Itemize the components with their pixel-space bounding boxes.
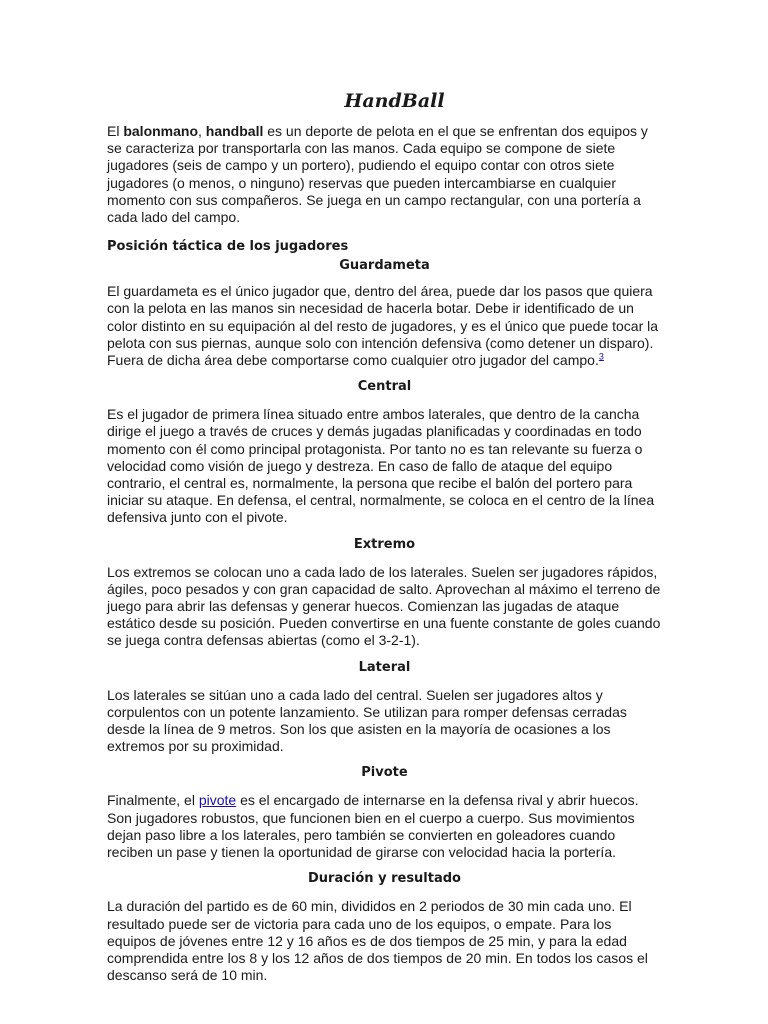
intro-text-3: es un deporte de pelota en el que se enfrentan dos equipos y se caracteriza por transportarla con las manos. Cada equipo se compone de siete jugadores (seis de campo y un portero), pudiendo el equipo contar con otros siete jugadores (o menos, o ninguno) reservas que pueden intercambiarse en cualquier momento con sus compañeros. Se juega en un campo rectangular, con una portería a cada lado del campo. [107, 123, 648, 226]
footnote-link[interactable]: 3 [598, 351, 604, 362]
pivote-paragraph [107, 792, 662, 861]
duracion-heading: Duración y resultado [307, 871, 461, 887]
guardameta-heading: Guardameta [339, 258, 430, 274]
section-guardameta [107, 257, 662, 369]
intro-text-1: El [107, 123, 124, 139]
document-body [107, 90, 662, 993]
positions-section-title: Posición táctica de los jugadores [107, 239, 349, 255]
central-heading: Central [357, 379, 412, 395]
pivote-heading: Pivote [361, 765, 408, 781]
page-title: HandBall [344, 90, 445, 112]
section-pivote [107, 764, 662, 861]
intro-bold-handball: handball [205, 123, 264, 139]
intro-bold-balonmano: balonmano [123, 123, 199, 139]
extremo-paragraph: Los extremos se colocan uno a cada lado de los laterales. Suelen ser jugadores rápidos, ágiles, poco pesados y con gran capacidad de salto. Aprovechan al máximo el terreno de juego para abrir las defensas y generar huecos. Comienzan las jugadas de ataque estático desde su posición. Pueden convertirse en una fuente constante de goles cuando se juega contra defensas abiertas (como el 3-2-1). [107, 563, 661, 649]
intro-paragraph [107, 123, 662, 226]
section-duracion [107, 870, 662, 984]
pivote-text-1: Finalmente, el [107, 792, 199, 809]
intro-text-2: , [198, 123, 206, 139]
lateral-paragraph: Los laterales se sitúan uno a cada lado del central. Suelen ser jugadores altos y corpulentos con un potente lanzamiento. Se utilizan para romper defensas cerradas desde la línea de 9 metros. Son los que asisten en la mayoría de ocasiones a los extremos por su proximidad. [107, 686, 627, 755]
footnote-ref [599, 351, 604, 361]
extremo-heading: Extremo [353, 536, 416, 552]
section-lateral [107, 659, 662, 756]
section-extremo [107, 536, 662, 650]
guardameta-text: El guardameta es el único jugador que, dentro del área, puede dar los pasos que quiera con la pelota en las manos sin necesidad de hacerla botar. Debe ir identificado de un color distinto en su equipación al del resto de jugadores, y es el único que puede tocar la pelota con sus piernas, aunque solo con intención defensiva (como detener un disparo). Fuera de dicha área debe comportarse como cualquier otro jugador del campo. [107, 283, 659, 369]
pivote-link[interactable]: pivote [198, 792, 237, 809]
section-central [107, 378, 662, 526]
central-paragraph: Es el jugador de primera línea situado entre ambos laterales, que dentro de la cancha dirige el juego a través de cruces y demás jugadas planificadas y coordinadas en todo momento con él como principal protagonista. Por tanto no es tan relevante su fuerza o velocidad como visión de juego y destreza. En caso de fallo de ataque del equipo contrario, el central es, normalmente, la persona que recibe el balón del portero para iniciar su ataque. En defensa, el central, normalmente, se coloca en el centro de la línea defensiva junto con el pivote. [107, 406, 655, 526]
pivote-text-2: es el encargado de internarse en la defensa rival y abrir huecos. Son jugadores robustos, que funcionen bien en el cuerpo a cuerpo. Sus movimientos dejan paso libre a los laterales, pero también se convierten en goleadores cuando reciben un pase y tienen la oportunidad de girarse con velocidad hacia la portería. [107, 792, 639, 861]
duracion-paragraph: La duración del partido es de 60 min, divididos en 2 periodos de 30 min cada uno. El resultado puede ser de victoria para cada uno de los equipos, o empate. Para los equipos de jóvenes entre 12 y 16 años es de dos tiempos de 25 min, y para la edad comprendida entre los 8 y los 12 años de dos tiempos de 20 min. En todos los casos el descanso será de 10 min. [107, 898, 648, 984]
lateral-heading: Lateral [358, 659, 411, 675]
guardameta-paragraph [107, 283, 662, 369]
